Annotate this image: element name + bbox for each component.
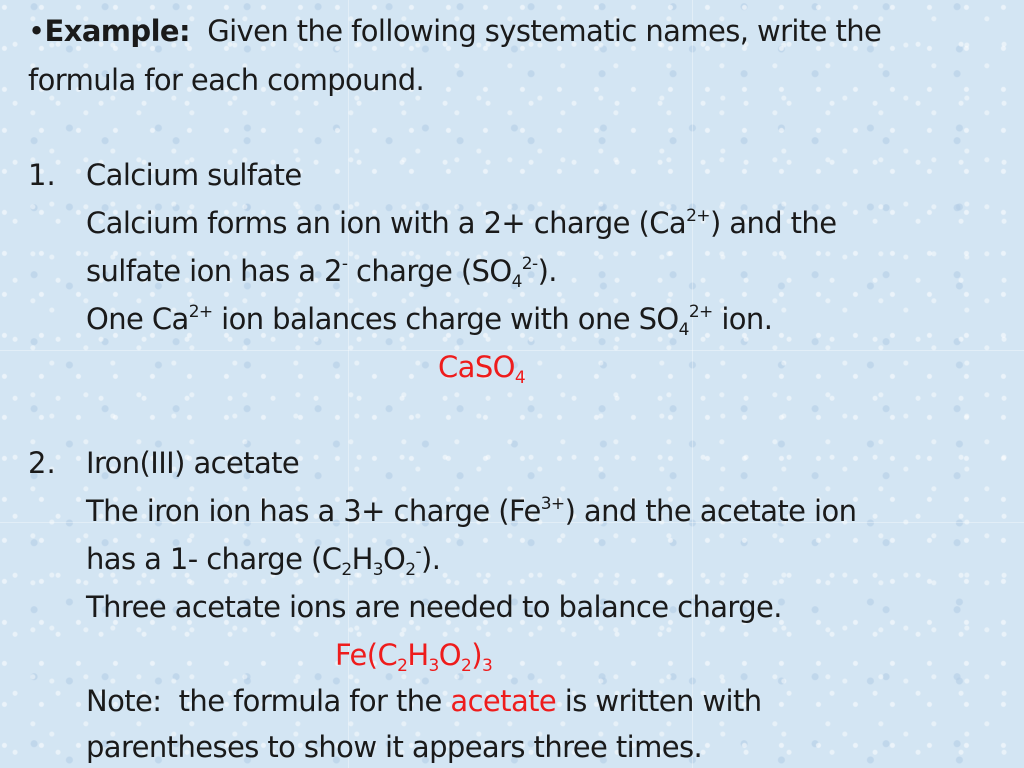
formula-answer bbox=[335, 638, 493, 676]
explanation-line bbox=[86, 494, 856, 528]
text-segment: ion balances charge with one SO bbox=[212, 302, 679, 336]
highlighted-word: acetate bbox=[450, 684, 557, 718]
text-segment: ). bbox=[537, 254, 557, 288]
subscript: 2 bbox=[461, 656, 472, 676]
formula-text: CaSO bbox=[438, 350, 515, 384]
charge-superscript: 2- bbox=[521, 254, 538, 274]
note-line: parentheses to show it appears three times. bbox=[86, 730, 703, 764]
formula-text: Fe(C bbox=[335, 638, 398, 672]
text-segment: O bbox=[383, 542, 406, 576]
text-segment: H bbox=[351, 542, 373, 576]
item-number: 2. bbox=[28, 446, 56, 480]
explanation-line bbox=[86, 254, 557, 292]
subscript: 3 bbox=[372, 560, 383, 580]
intro-line-2: formula for each compound. bbox=[28, 63, 425, 97]
charge-superscript: 2+ bbox=[188, 302, 213, 322]
subscript: 2 bbox=[341, 560, 352, 580]
subscript: 3 bbox=[428, 656, 439, 676]
text-segment: One Ca bbox=[86, 302, 189, 336]
formula-text: H bbox=[407, 638, 429, 672]
formula-answer bbox=[438, 350, 526, 388]
explanation-line bbox=[86, 302, 773, 340]
text-segment: ion. bbox=[712, 302, 773, 336]
text-segment: charge (SO bbox=[347, 254, 512, 288]
subscript: 4 bbox=[678, 320, 689, 340]
text-segment: ) and the bbox=[709, 206, 837, 240]
text-segment: Note: the formula for the bbox=[86, 684, 451, 718]
charge-superscript: - bbox=[341, 254, 348, 274]
subscript: 4 bbox=[511, 272, 522, 292]
formula-text: O bbox=[438, 638, 461, 672]
example-label: Example: bbox=[44, 14, 190, 48]
explanation-line bbox=[86, 542, 441, 580]
text-segment: sulfate ion has a 2 bbox=[86, 254, 342, 288]
subscript: 2 bbox=[405, 560, 416, 580]
explanation-line: Three acetate ions are needed to balance charge. bbox=[86, 590, 782, 624]
subscript: 2 bbox=[397, 656, 408, 676]
text-segment: ). bbox=[421, 542, 441, 576]
intro-text: Given the following systematic names, write the bbox=[189, 14, 882, 48]
item-number: 1. bbox=[28, 158, 56, 192]
charge-superscript: 3+ bbox=[540, 494, 565, 514]
text-segment: ) and the acetate ion bbox=[564, 494, 857, 528]
compound-name: Iron(III) acetate bbox=[86, 446, 300, 480]
charge-superscript: - bbox=[415, 542, 421, 562]
text-segment: is written with bbox=[556, 684, 762, 718]
compound-name: Calcium sulfate bbox=[86, 158, 302, 192]
subscript: 3 bbox=[481, 656, 493, 676]
note-line bbox=[86, 684, 762, 718]
text-segment: has a 1- charge (C bbox=[86, 542, 342, 576]
charge-superscript: 2+ bbox=[686, 206, 710, 226]
background-grid-line bbox=[692, 0, 693, 768]
subscript: 4 bbox=[514, 368, 526, 388]
text-segment: Calcium forms an ion with a 2+ charge (Ca bbox=[86, 206, 687, 240]
intro-line-1 bbox=[28, 14, 881, 48]
formula-text: ) bbox=[471, 638, 482, 672]
explanation-line bbox=[86, 206, 836, 240]
text-segment: The iron ion has a 3+ charge (Fe bbox=[86, 494, 541, 528]
charge-superscript: 2+ bbox=[688, 302, 713, 322]
bullet: • bbox=[28, 14, 45, 48]
